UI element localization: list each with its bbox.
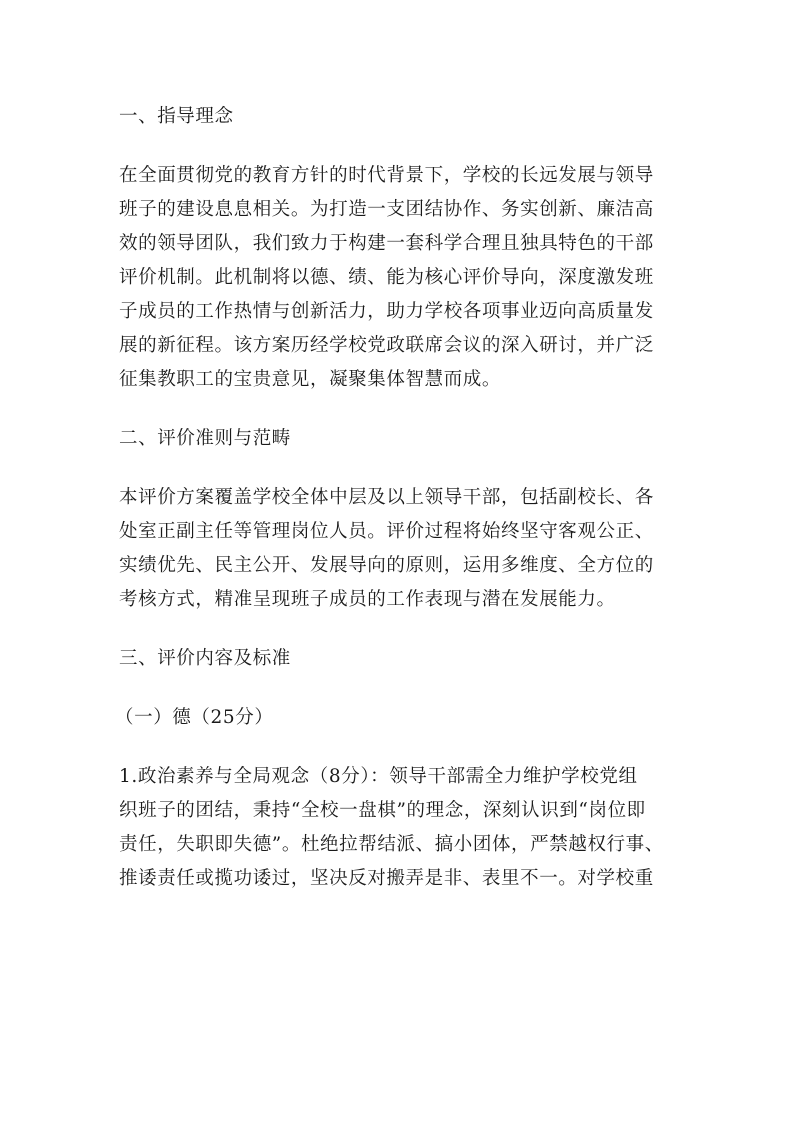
document-page <box>115 100 675 921</box>
section-heading-evaluation-content: 三、评价内容及标准 <box>119 648 291 669</box>
paragraph-political-quality <box>119 760 675 896</box>
text-line: 展的新征程。该方案历经学校党政联席会议的深入研讨，并广泛 <box>119 335 654 356</box>
text-line: 责任，失职即失德”。杜绝拉帮结派、搞小团体，严禁越权行事、 <box>119 834 664 855</box>
text-line: 班子的建设息息相关。为打造一支团结协作、务实创新、廉洁高 <box>119 199 654 220</box>
text-line: 评价机制。此机制将以德、绩、能为核心评价导向，深度激发班 <box>119 267 654 288</box>
text-line: 征集教职工的宝贵意见，凝聚集体智慧而成。 <box>119 369 502 390</box>
text-line: 效的领导团队，我们致力于构建一套科学合理且独具特色的干部 <box>119 233 654 254</box>
text-line: 1.政治素养与全局观念（8分）：领导干部需全力维护学校党组 <box>119 766 638 787</box>
paragraph-evaluation-principles <box>119 481 675 617</box>
text-line: 实绩优先、民主公开、发展导向的原则，运用多维度、全方位的 <box>119 555 654 576</box>
subsection-heading-morality: （一）德（25分） <box>115 707 274 728</box>
text-line: 织班子的团结，秉持“全校一盘棋”的理念，深刻认识到“岗位即 <box>119 800 646 821</box>
text-line: 处室正副主任等管理岗位人员。评价过程将始终坚守客观公正、 <box>119 521 654 542</box>
section-heading-guiding-philosophy: 一、指导理念 <box>119 106 234 127</box>
paragraph-guiding-philosophy <box>119 159 675 397</box>
text-line: 在全面贯彻党的教育方针的时代背景下，学校的长远发展与领导 <box>119 165 654 186</box>
text-line: 本评价方案覆盖学校全体中层及以上领导干部，包括副校长、各 <box>119 487 654 508</box>
text-line: 子成员的工作热情与创新活力，助力学校各项事业迈向高质量发 <box>119 301 654 322</box>
section-heading-evaluation-principles: 二、评价准则与范畴 <box>119 428 291 449</box>
text-line: 考核方式，精准呈现班子成员的工作表现与潜在发展能力。 <box>119 589 616 610</box>
text-line: 推诿责任或揽功诿过，坚决反对搬弄是非、表里不一。对学校重 <box>119 868 654 889</box>
